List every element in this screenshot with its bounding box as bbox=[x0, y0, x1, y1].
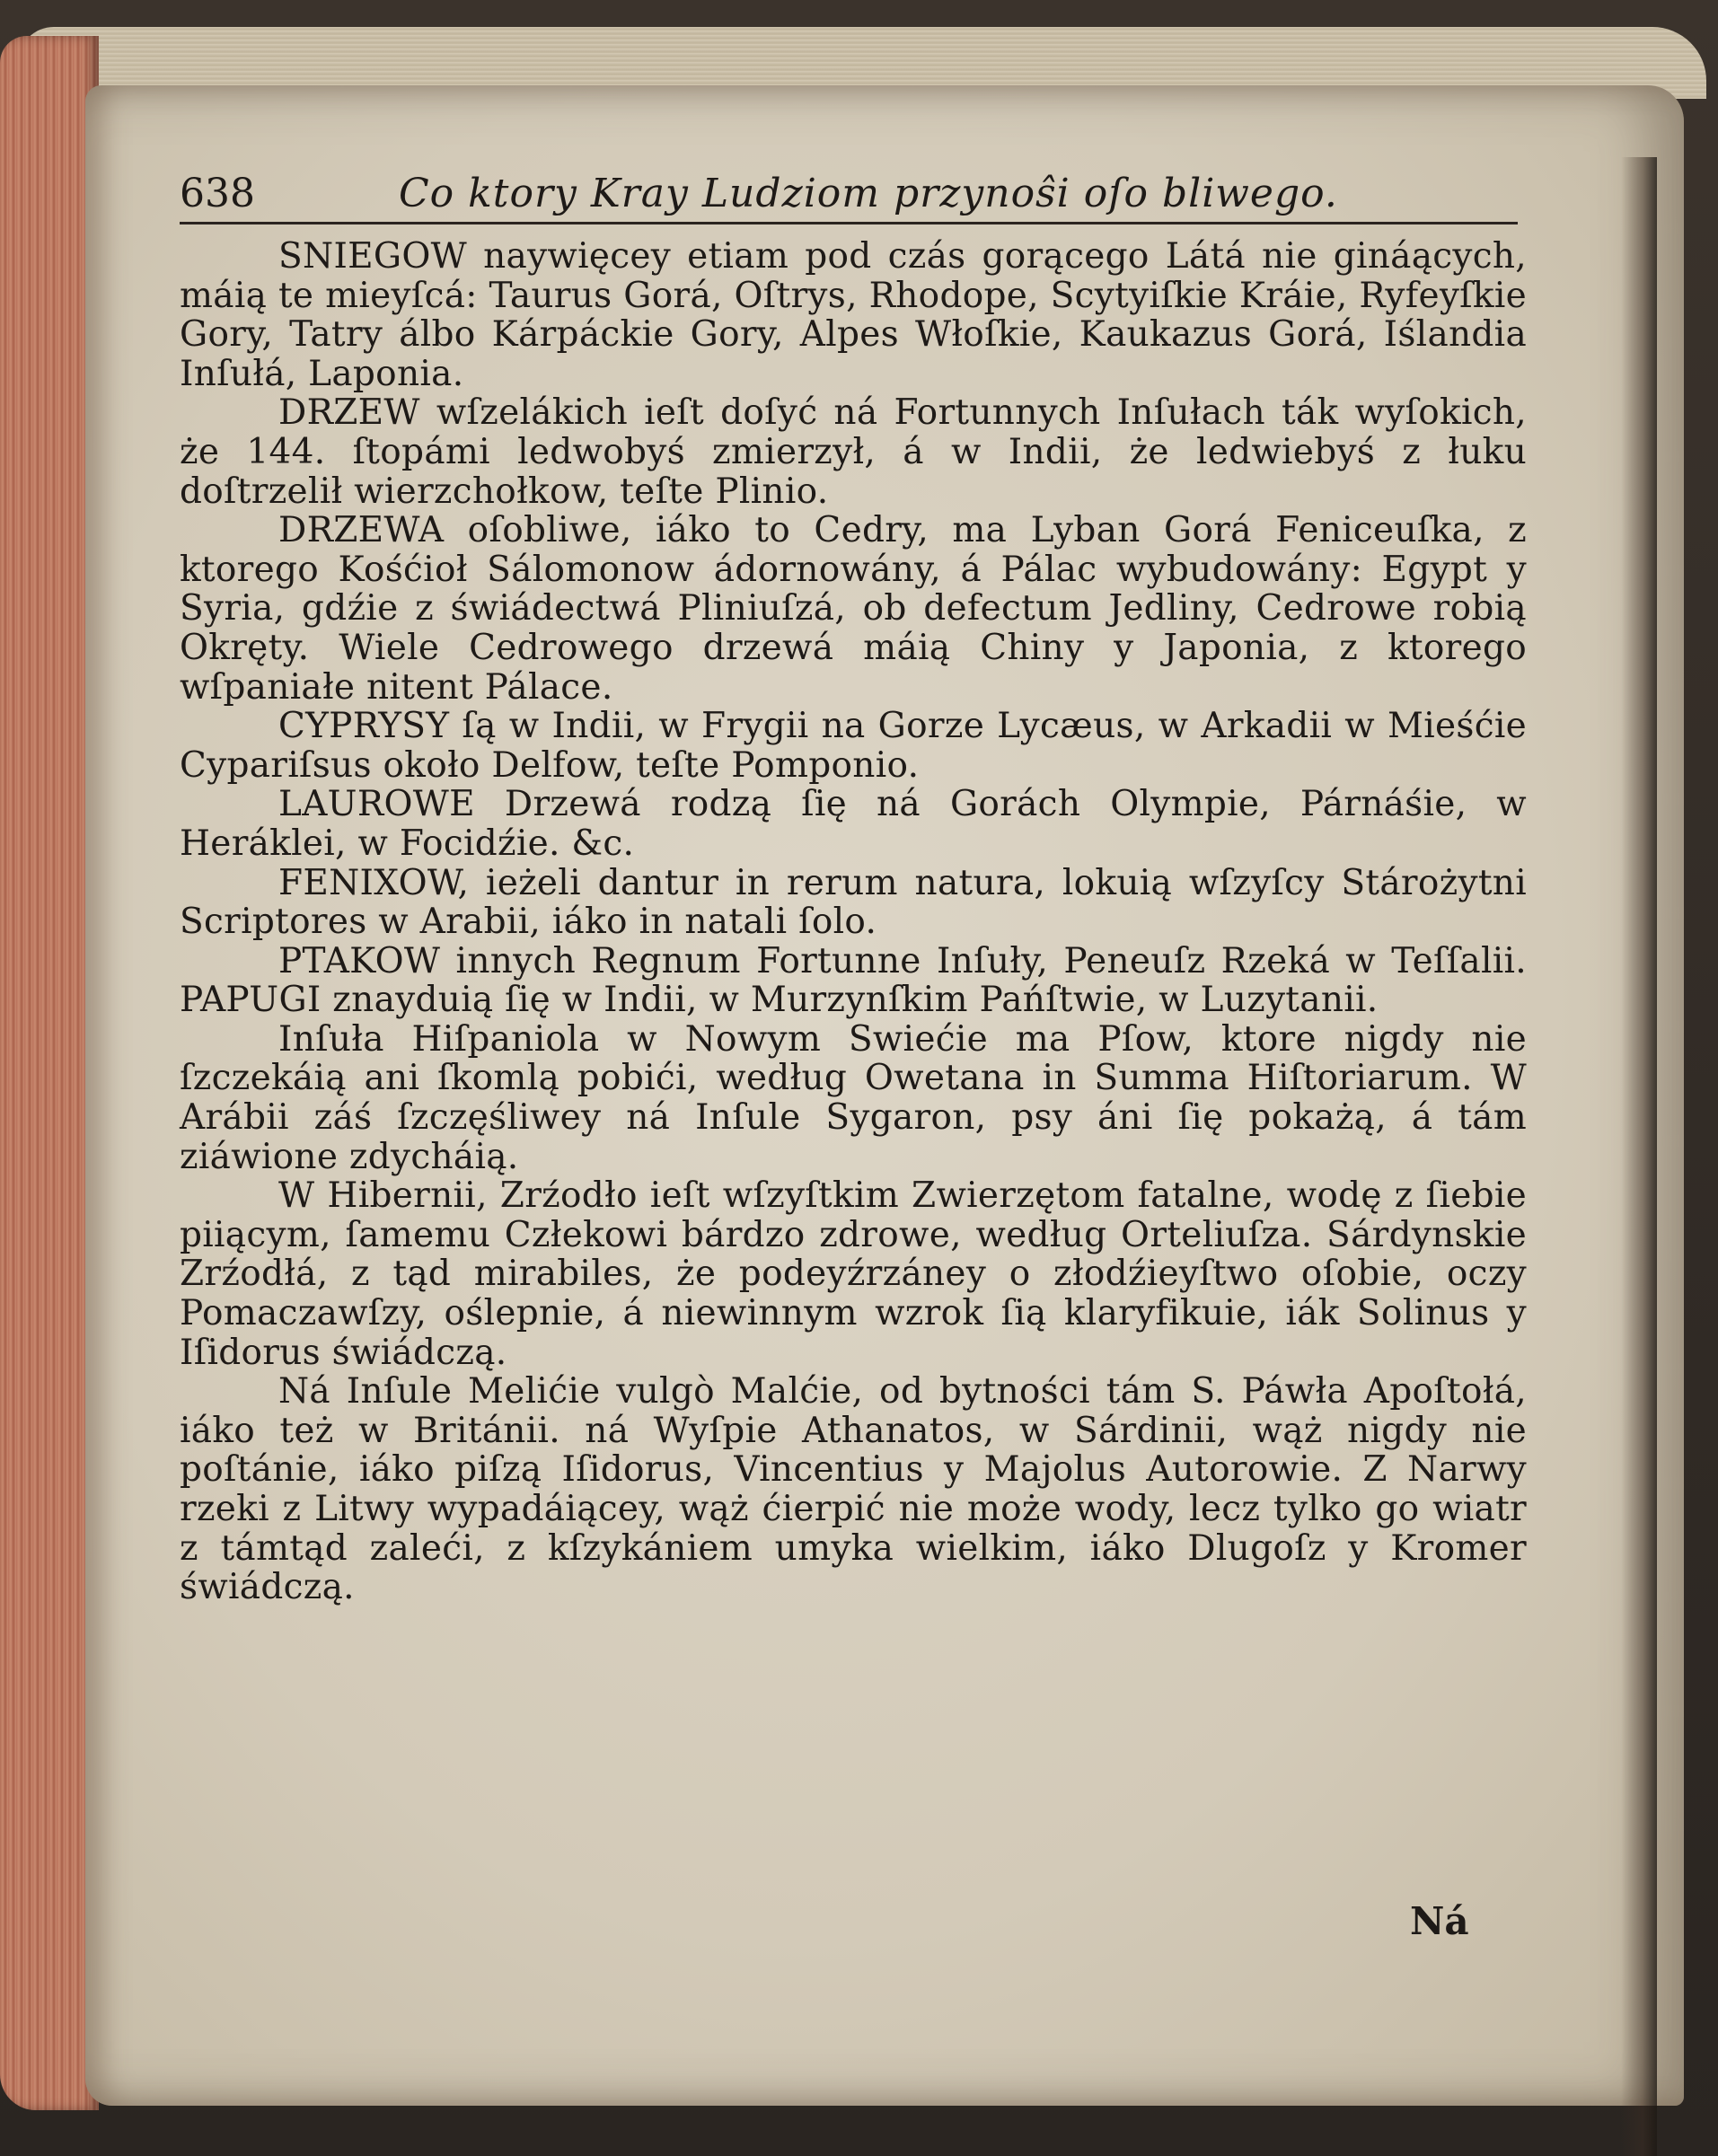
paragraph-drzew: DRZEW wſzelákich ieſt doſyć ná Fortunnych Inſułach ták wyſokich, że 144. ſtopámi ledwobyś zmierzył, á w Indii, że ledwiebyś z łuku doſtrzelił wierzchołkow, teſte Plinio. bbox=[180, 392, 1527, 512]
running-head bbox=[180, 171, 1518, 224]
running-head-title: Co ktory Kray Ludziom przynoŝi oſo bliwego. bbox=[398, 171, 1338, 216]
paragraph-ptakow: PTAKOW innych Regnum Fortunne Inſuły, Peneuſz Rzeká w Teſſalii. PAPUGI znayduią ſię w Indii, w Murzynſkim Pańſtwie, w Luzytanii. bbox=[180, 940, 1527, 1021]
page-text bbox=[180, 171, 1527, 1607]
paragraph-cyprysy: CYPRYSY ſą w Indii, w Frygii na Gorze Lycæus, w Arkadii w Mieśćie Cypariſsus około Delfow, teſte Pomponio. bbox=[180, 706, 1527, 786]
paragraph-hibernii: W Hibernii, Zrźodło ieſt wſzyſtkim Zwierzętom fatalne, wodę z ſiebie piiącym, ſamemu Człekowi bárdzo zdrowe, według Orteliuſza. Sárdynskie Zrźodłá, z tąd mirabiles, że podeyźrzáney o złodźieyſtwo oſobie, oczy Pomaczawſzy, oślepnie, á niewinnym wzrok ſią klaryfikuie, iák Solinus y Iſidorus świádczą. bbox=[180, 1175, 1527, 1373]
book-fore-edge bbox=[0, 36, 99, 2110]
page-gutter bbox=[1621, 157, 1657, 2156]
paragraph-melicie: Ná Inſule Melićie vulgò Malćie, od bytności tám S. Páwła Apoſtołá, iáko też w Británii. ná Wyſpie Athanatos, w Sárdinii, wąż nigdy nie poſtánie, iáko piſzą Iſidorus, Vincentius y Majolus Autorowie. Z Narwy rzeki z Litwy wypadáiącey, wąż ćierpić nie może wody, lecz tylko go wiatr z támtąd zaleći, z kſzykániem umyka wielkim, iáko Dlugoſz y Kromer świádczą. bbox=[180, 1371, 1527, 1608]
paragraph-hispaniola: Inſuła Hiſpaniola w Nowym Swiećie ma Pſow, ktore nigdy nie ſzczekáią ani ſkomlą pobići, według Owetana in Summa Hiſtoriarum. W Arábii záś ſzczęśliwey ná Inſule Sygaron, psy áni ſię pokażą, á tám ziáwione zdycháią. bbox=[180, 1018, 1527, 1177]
page-number: 638 bbox=[180, 171, 255, 216]
paragraph-sniegow: SNIEGOW naywięcey etiam pod czás gorącego Látá nie gináących, máią te mieyſcá: Taurus Gorá, Oſtrys, Rhodope, Scytyiſkie Kráie, Ryfeyſkie Gory, Tatry álbo Kárpáckie Gory, Alpes Włoſkie, Kaukazus Gorá, Iślandia Inſułá, Laponia. bbox=[180, 236, 1527, 394]
paragraph-drzewa: DRZEWA oſobliwe, iáko to Cedry, ma Lyban Gorá Feniceuſka, z ktorego Kośćioł Sálomonow ádornowány, á Pálac wybudowány: Egypt y Syria, gdźie z świádectwá Pliniuſzá, ob defectum Jedliny, Cedrowe robią Okręty. Wiele Cedrowego drzewá máią Chiny y Japonia, z ktorego wſpaniałe nitent Pálace. bbox=[180, 510, 1527, 708]
paragraph-fenixow: FENIXOW, ieżeli dantur in rerum natura, lokuią wſzyſcy Stárożytni Scriptores w Arabii, iáko in natali ſolo. bbox=[180, 862, 1527, 943]
paragraph-laurowe: LAUROWE Drzewá rodzą ſię ná Gorách Olympie, Párnáśie, w Heráklei, w Focidźie. &c. bbox=[180, 784, 1527, 864]
catchword: Ná bbox=[1410, 1899, 1469, 1943]
